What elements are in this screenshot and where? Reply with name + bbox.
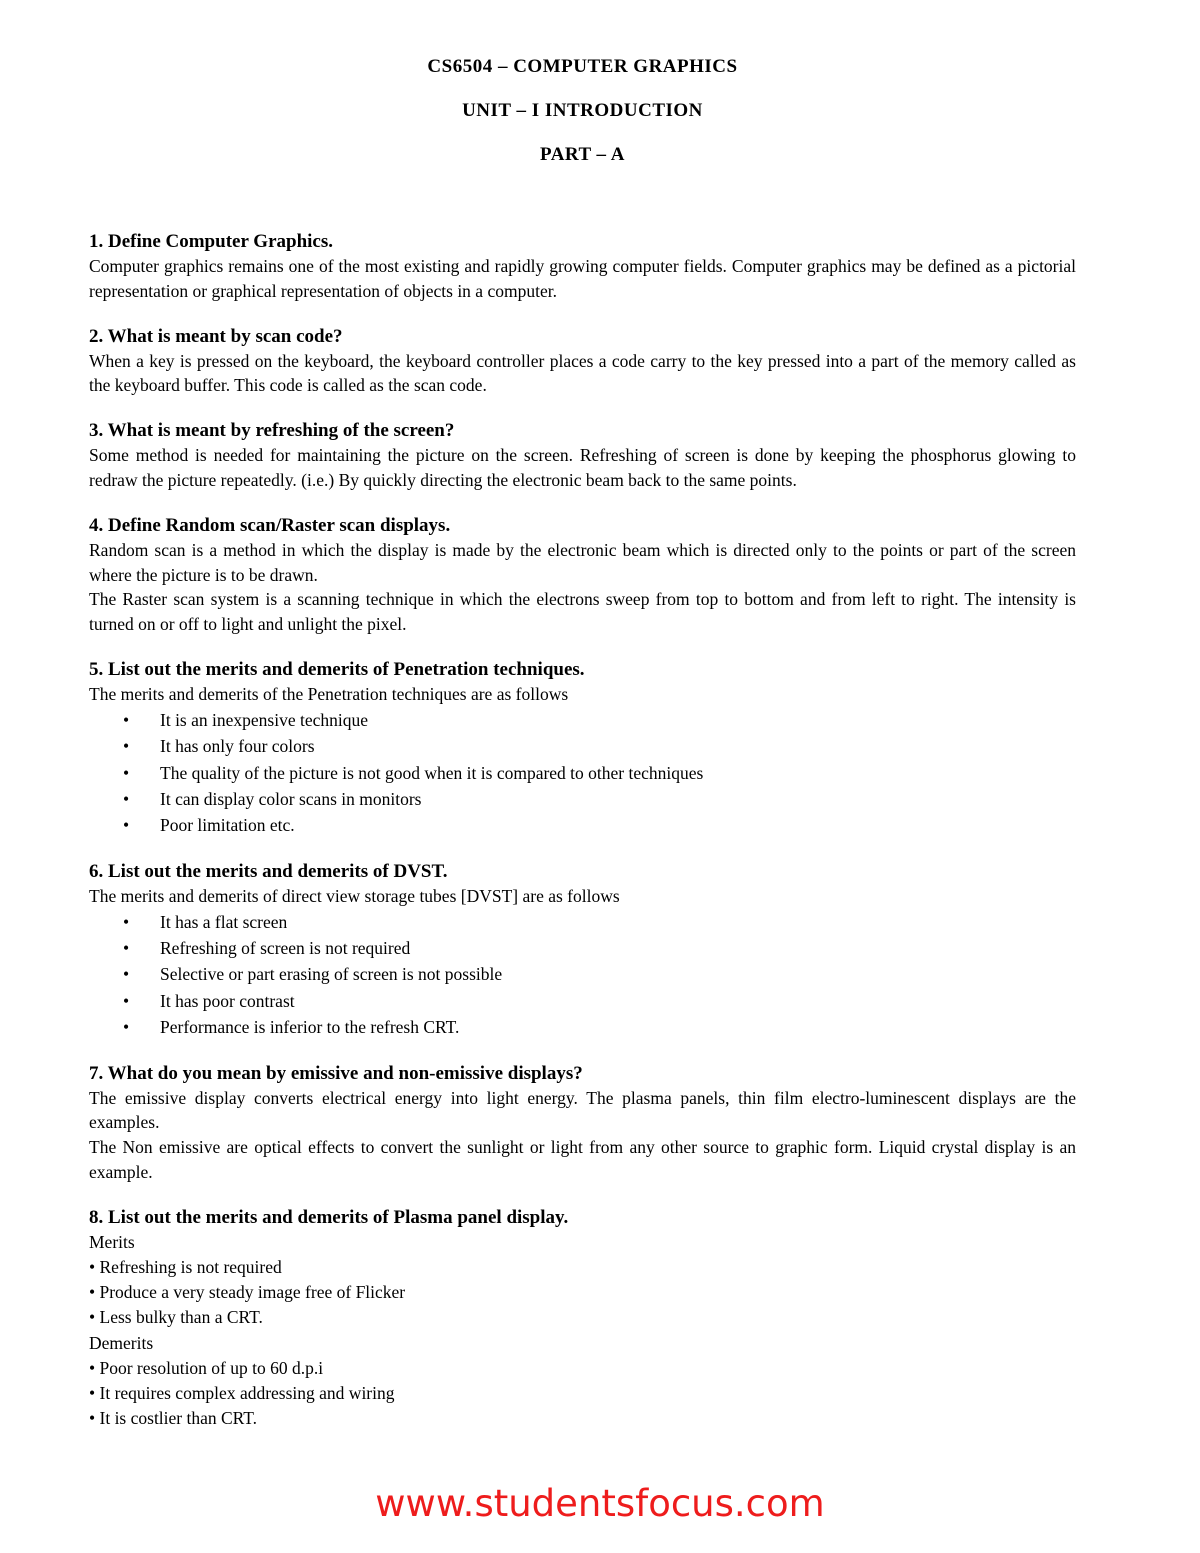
answer-paragraph: Some method is needed for maintaining the picture on the screen. Refreshing of screen is done by keeping the phosphorus glowing to redraw the picture repeatedly. (i.e.) By quickly directing the electronic beam back to the same points. xyxy=(89,445,1076,490)
course-title: CS6504 – COMPUTER GRAPHICS xyxy=(427,56,738,77)
list-item-text: It has a flat screen xyxy=(160,911,288,932)
question-3 xyxy=(89,418,1076,493)
list-item-text: It can display color scans in monitors xyxy=(160,788,422,809)
bullet-icon: • xyxy=(123,1017,130,1038)
answer-intro: The merits and demerits of the Penetration techniques are as follows xyxy=(89,683,569,704)
question-title: 8. List out the merits and demerits of Plasma panel display. xyxy=(89,1206,569,1228)
list-item-text: Selective or part erasing of screen is not possible xyxy=(160,964,503,985)
question-title: 7. What do you mean by emissive and non-emissive displays? xyxy=(89,1062,583,1084)
unit-title: UNIT – I INTRODUCTION xyxy=(462,100,703,121)
bullet-icon: • xyxy=(123,709,130,730)
list-item xyxy=(123,1014,1076,1040)
list-item-text: Poor limitation etc. xyxy=(160,815,295,836)
list-item: • Refreshing is not required xyxy=(89,1257,282,1278)
list-item-text: It has only four colors xyxy=(160,736,315,757)
question-title: 2. What is meant by scan code? xyxy=(89,325,343,347)
list-item-text: Refreshing of screen is not required xyxy=(160,938,411,958)
list-item xyxy=(123,988,1076,1014)
answer-paragraph: The Raster scan system is a scanning technique in which the electrons sweep from top to bottom and from left to right. The intensity is turned on or off to light and unlight the pixel. xyxy=(89,589,1076,635)
list-item: • Less bulky than a CRT. xyxy=(89,1307,263,1328)
answer-paragraph: Random scan is a method in which the display is made by the electronic beam which is directed only to the points or part of the screen where the picture is to be drawn. xyxy=(89,539,1076,585)
question-1 xyxy=(89,229,1076,304)
question-title: 4. Define Random scan/Raster scan displays. xyxy=(89,514,451,536)
list-item xyxy=(123,707,1076,733)
question-7 xyxy=(89,1061,1076,1185)
document-heading xyxy=(89,52,1076,184)
answer-paragraph: Computer graphics remains one of the most existing and rapidly growing computer fields. Computer graphics may be defined as a pictorial representation or graphical representation of objects in a computer. xyxy=(89,256,1076,301)
question-2 xyxy=(89,324,1076,399)
question-5 xyxy=(89,657,1076,839)
question-8 xyxy=(89,1205,1076,1432)
list-item xyxy=(123,909,1076,935)
list-item: • Poor resolution of up to 60 d.p.i xyxy=(89,1357,324,1378)
answer-paragraph: The emissive display converts electrical energy into light energy. The plasma panels, thin film electro-luminescent displays are the examples. xyxy=(89,1087,1076,1133)
document-page xyxy=(89,52,1076,1451)
question-title: 6. List out the merits and demerits of DVST. xyxy=(89,860,448,882)
list-item xyxy=(123,961,1076,987)
list-item xyxy=(123,760,1076,786)
list-item: • It requires complex addressing and wiring xyxy=(89,1383,395,1404)
bullet-icon: • xyxy=(123,938,130,958)
part-title: PART – A xyxy=(540,144,625,165)
list-item xyxy=(123,935,1076,961)
merits-demerits-list xyxy=(89,1230,1076,1432)
list-item xyxy=(123,812,1076,838)
list-item-text: Performance is inferior to the refresh CRT. xyxy=(160,1017,460,1038)
list-item: • Produce a very steady image free of Flicker xyxy=(89,1282,406,1303)
question-title: 5. List out the merits and demerits of Penetration techniques. xyxy=(89,658,585,680)
bullet-icon: • xyxy=(123,815,130,836)
bullet-icon: • xyxy=(123,964,130,985)
bullet-list xyxy=(89,707,1076,839)
list-heading-demerits: Demerits xyxy=(89,1332,154,1353)
answer-paragraph: The Non emissive are optical effects to convert the sunlight or light from any other source to graphic form. Liquid crystal display is an example. xyxy=(89,1137,1076,1183)
bullet-icon: • xyxy=(123,762,130,783)
answer-intro: The merits and demerits of direct view storage tubes [DVST] are as follows xyxy=(89,885,620,906)
question-title: 1. Define Computer Graphics. xyxy=(89,231,333,252)
bullet-icon: • xyxy=(123,788,130,809)
list-item-text: The quality of the picture is not good when it is compared to other techniques xyxy=(160,762,704,783)
list-item-text: It is an inexpensive technique xyxy=(160,709,368,730)
list-item xyxy=(123,786,1076,812)
list-item xyxy=(123,733,1076,759)
answer-paragraph: When a key is pressed on the keyboard, the keyboard controller places a code carry to the key pressed into a part of the memory called as the keyboard buffer. This code is called as the scan code. xyxy=(89,350,1076,396)
question-6 xyxy=(89,859,1076,1041)
list-item-text: It has poor contrast xyxy=(160,990,295,1011)
list-heading-merits: Merits xyxy=(89,1231,135,1252)
bullet-list xyxy=(89,909,1076,1041)
bullet-icon: • xyxy=(123,911,130,932)
bullet-icon: • xyxy=(123,736,130,757)
bullet-icon: • xyxy=(123,990,130,1011)
list-item: • It is costlier than CRT. xyxy=(89,1408,258,1429)
website-watermark-link[interactable]: www.studentsfocus.com xyxy=(375,1482,825,1525)
question-title: 3. What is meant by refreshing of the screen? xyxy=(89,420,455,442)
question-4 xyxy=(89,513,1076,637)
